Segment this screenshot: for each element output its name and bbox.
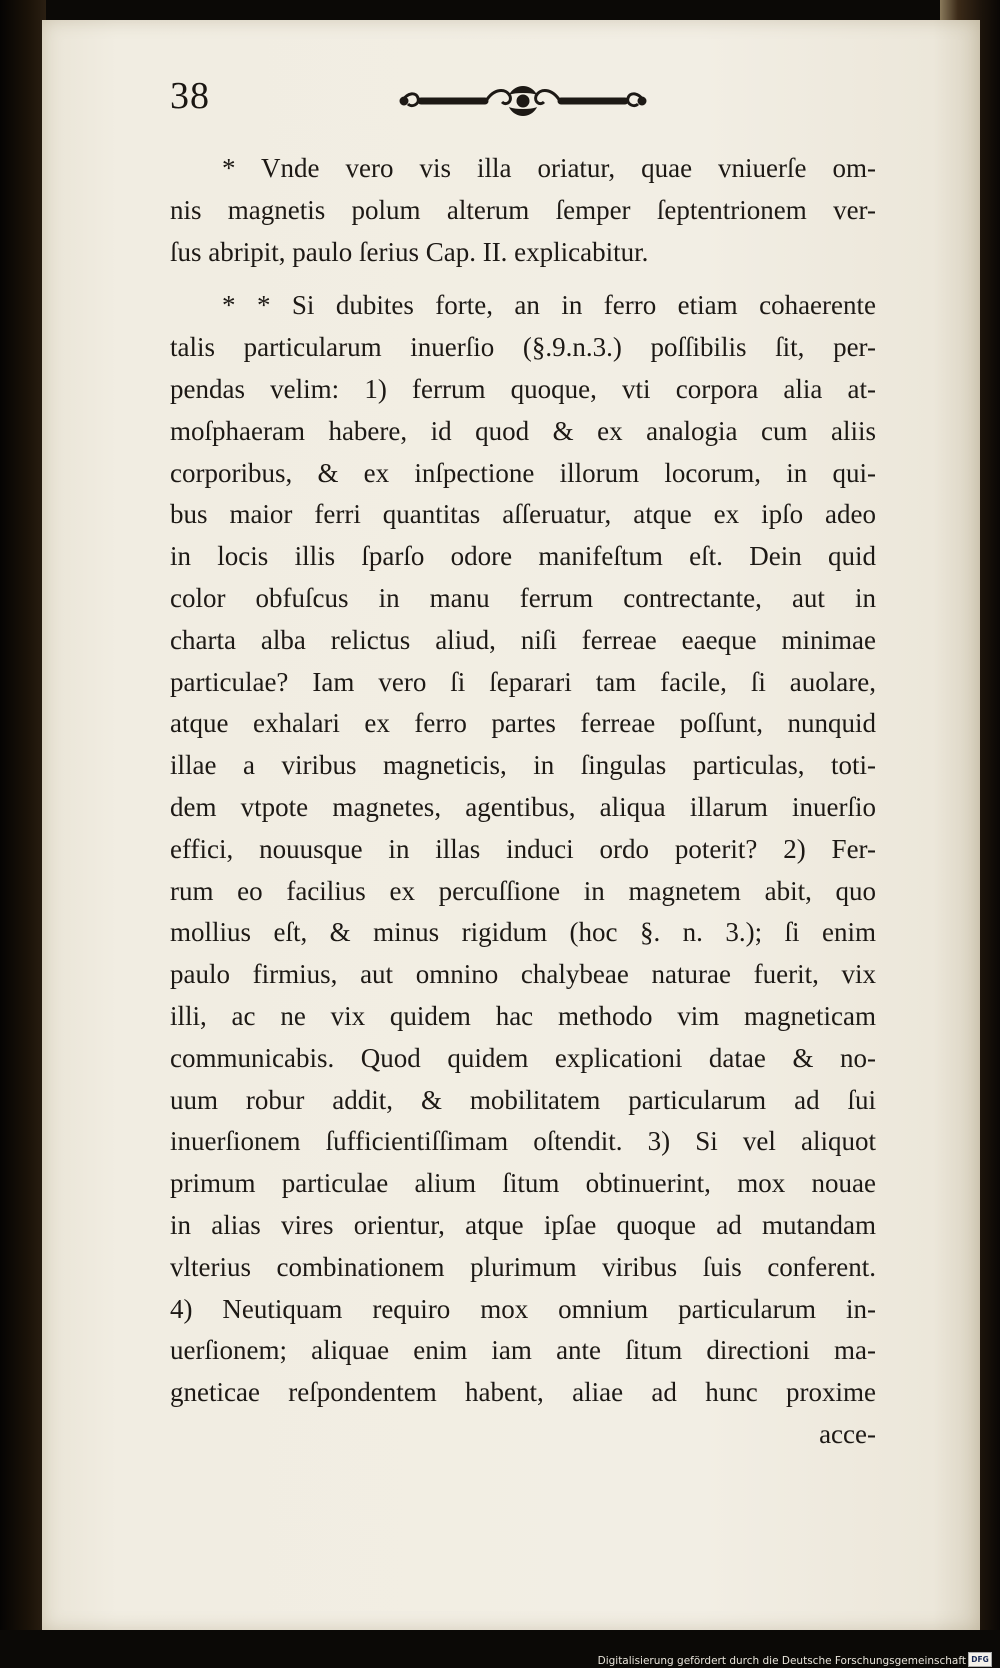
text-line: charta alba relictus aliud, niſi ferreae eaeque minimae [170,624,876,655]
text-line: ſus abripit, paulo ſerius Cap. II. explicabitur. [170,236,649,267]
text-line: particulae? Iam vero ſi ſeparari tam facile, ſi auolare, [170,666,876,697]
text-line: inuerſionem ſufficientiſſimam oſtendit. 3) Si vel aliquot [170,1126,876,1157]
text-line: paulo firmius, aut omnino chalybeae naturae fuerit, vix [170,959,876,990]
page-header [170,70,730,130]
text-line: moſphaeram habere, id quod & ex analogia cum aliis [170,415,876,446]
text-line: atque exhalari ex ferro partes ferreae poſſunt, nunquid [170,708,876,739]
text-line: talis particularum inuerſio (§.9.n.3.) poſſibilis ſit, per- [170,332,876,363]
text-line: pendas velim: 1) ferrum quoque, vti corpora alia at- [170,373,876,404]
text-line: communicabis. Quod quidem explicationi datae & no- [170,1042,876,1073]
text-line: illi, ac ne vix quidem hac methodo vim magneticam [170,1000,876,1031]
text-line: in locis illis ſparſo odore manifeſtum eſt. Dein quid [170,541,876,572]
digitization-credit: Digitalisierung gefördert durch die Deutsche Forschungsgemeinschaft [597,1655,966,1667]
text-line: in alias vires orientur, atque ipſae quoque ad mutandam [170,1209,876,1240]
text-line: corporibus, & ex inſpectione illorum locorum, in qui- [170,457,876,488]
text-line: primum particulae alium ſitum obtinuerint, mox nouae [170,1168,876,1199]
page-body-text [170,148,876,1456]
ornament-icon [398,84,648,118]
text-line: gneticae reſpondentem habent, aliae ad hunc proxime [170,1377,876,1408]
text-line: effici, nouusque in illas induci ordo poterit? 2) Fer- [170,833,876,864]
text-line: rum eo facilius ex percuſſione in magnetem abit, quo [170,875,876,906]
text-line: illae a viribus magneticis, in ſingulas particulas, toti- [170,750,876,781]
text-line: color obfuſcus in manu ferrum contrectante, aut in [170,582,876,613]
book-edge-left [0,0,46,1630]
page-number: 38 [170,75,210,117]
catchword: acce- [819,1418,876,1449]
text-line: 4) Neutiquam requiro mox omnium particularum in- [170,1293,876,1324]
text-line: mollius eſt, & minus rigidum (hoc §. n. 3.); ſi enim [170,917,876,948]
text-line: vlterius combinationem plurimum viribus ſuis conferent. [170,1251,876,1282]
text-line: * * Si dubites forte, an in ferro etiam cohaerente [222,290,876,321]
text-line: uerſionem; aliquae enim iam ante ſitum directioni ma- [170,1335,876,1366]
text-line: dem vtpote magnetes, agentibus, aliqua illarum inuerſio [170,791,876,822]
dfg-logo-icon: DFG [968,1652,992,1667]
text-line: bus maior ferri quantitas aſſeruatur, atque ex ipſo adeo [170,499,876,530]
text-line: * Vnde vero vis illa oriatur, quae vniuerſe om- [222,153,876,183]
text-line: uum robur addit, & mobilitatem particularum ad ſui [170,1084,876,1115]
text-line: nis magnetis polum alterum ſemper ſeptentrionem ver- [170,194,876,225]
